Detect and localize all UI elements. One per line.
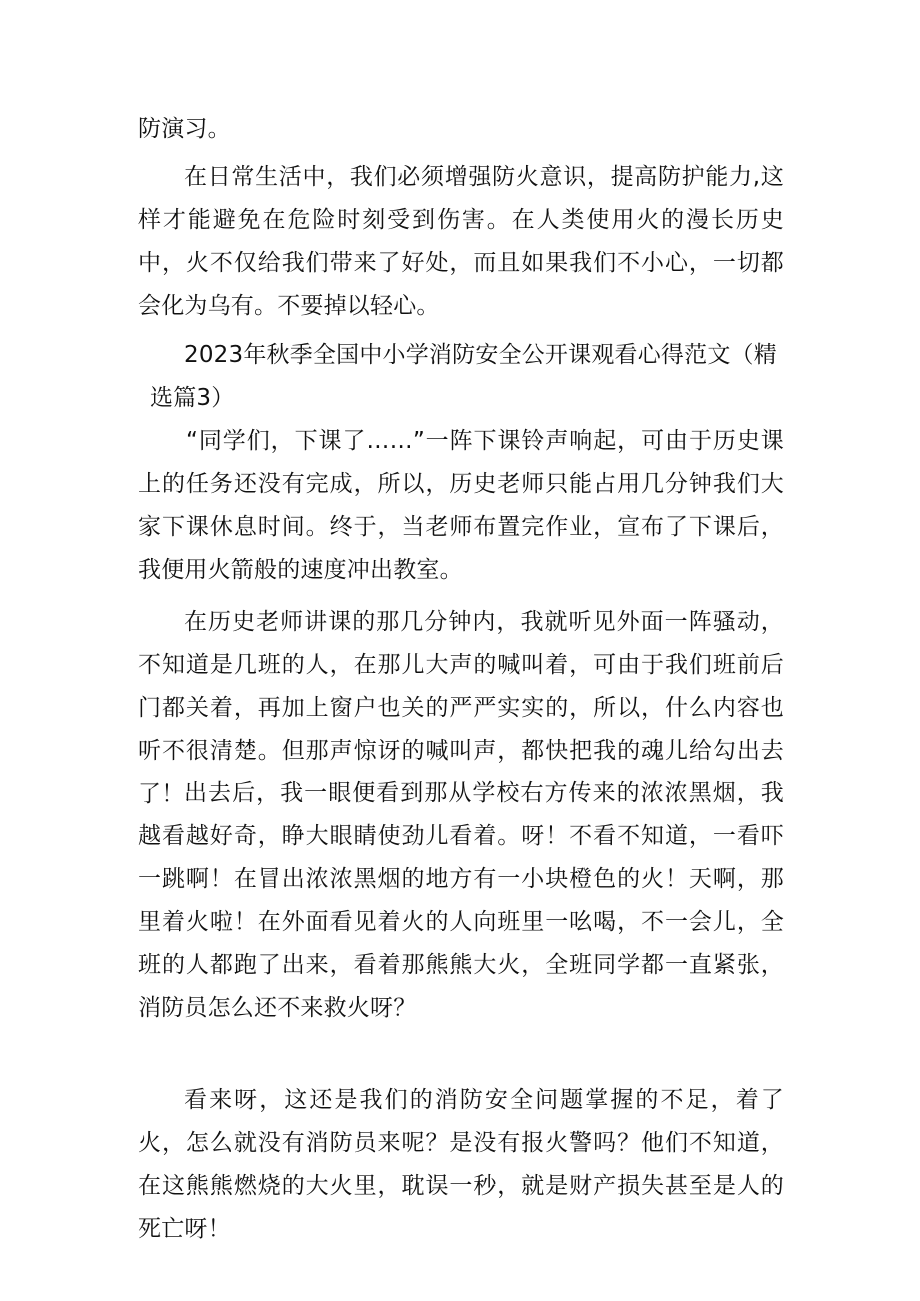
section-title-line-2: 选篇3） [150, 385, 235, 411]
paragraph-class-dismissed: “同学们，下课了……”一阵下课铃声响起，可由于历史课上的任务还没有完成，所以，历史老师只能占用几分钟我们大家下课休息时间。终于，当老师布置完作业，宣布了下课后，我便用火箭般的速度冲出教室。 [138, 428, 784, 583]
paragraph-continuation: 防演习。 [138, 116, 231, 142]
section-title-line-1: 2023年秋季全国中小学消防安全公开课观看心得范文（精 [184, 342, 777, 368]
paragraph-fire-awareness: 在日常生活中，我们必须增强防火意识，提高防护能力,这样才能避免在危险时刻受到伤害。在人类使用火的漫长历史中，火不仅给我们带来了好处，而且如果我们不小心，一切都会化为乌有。不要掉以轻心。 [138, 164, 784, 319]
paragraph-commotion-outside: 在历史老师讲课的那几分钟内，我就听见外面一阵骚动，不知道是几班的人，在那儿大声的喊叫着，可由于我们班前后门都关着，再加上窗户也关的严严实实的，所以，什么内容也听不很清楚。但那声惊讶的喊叫声，都快把我的魂儿给勾出去了！ [138, 609, 784, 807]
paragraph-black-smoke: 出去后，我一眼便看到那从学校右方传来的浓浓黑烟，我越看越好奇，睁大眼睛使劲儿看着。呀！不看不知道，一看吓一跳啊！在冒出浓浓黑烟的地方有一小块橙色的火！天啊，那里着火啦！在外面看见着火的人向班里一吆喝，不一会儿，全班的人都跑了出来，看着那熊熊大火，全班同学都一直紧张，消防员怎么还不来救火呀？ [138, 780, 784, 1021]
section-title [138, 334, 784, 420]
paragraph-fire-safety-reflection: 看来呀，这还是我们的消防安全问题掌握的不足，着了火，怎么就没有消防员来呢？是没有报火警吗？他们不知道，在这熊熊燃烧的大火里，耽误一秒，就是财产损失甚至是人的死亡呀！ [138, 1087, 784, 1242]
